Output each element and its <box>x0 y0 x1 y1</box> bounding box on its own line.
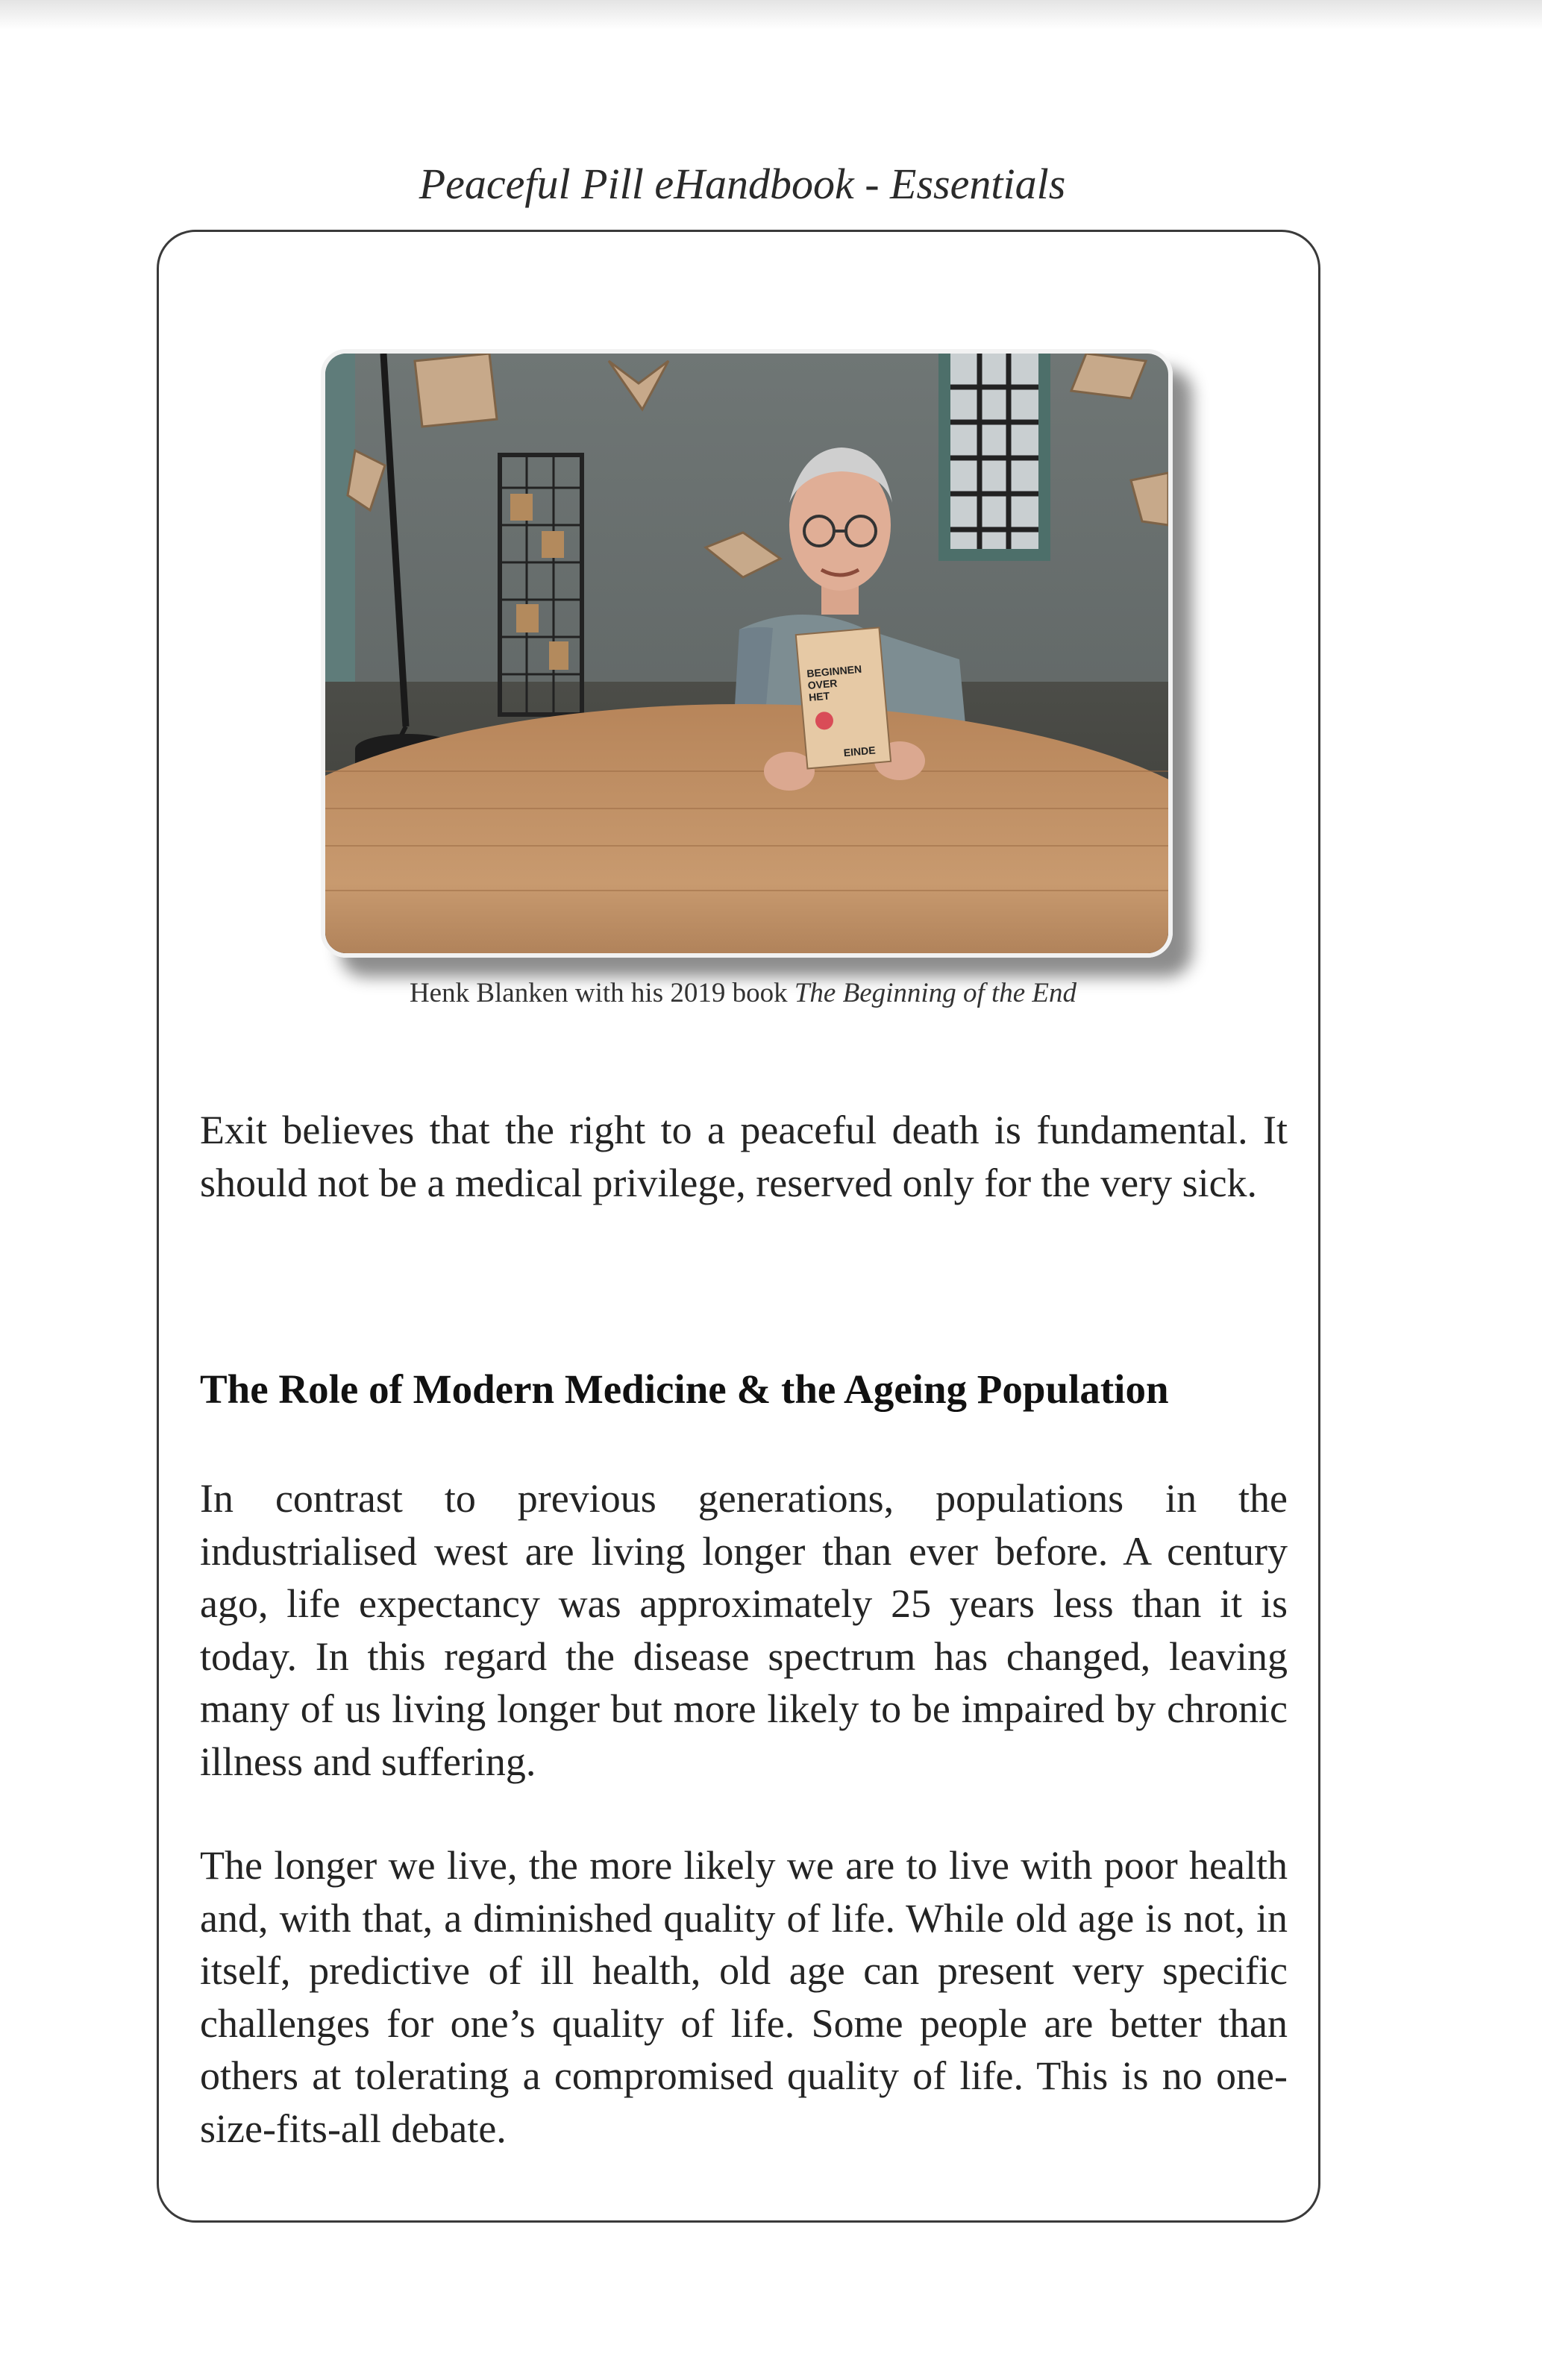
book-photo <box>321 349 1173 958</box>
book-cover-line: HET <box>808 689 830 703</box>
book-cover-line: OVER <box>807 676 839 692</box>
running-header: Peaceful Pill eHandbook - Essentials <box>419 160 1066 208</box>
caption-text: Henk Blanken with his 2019 book <box>409 978 794 1008</box>
section-paragraph-2: The longer we live, the more likely we are to live with poor health and, with that, a diminished quality of life. While old age is not, in itself, predictive of ill health, old age can present very specific challenges for one’s quality of life. Some people are better than others at tolerating a compromised quality of life. This is no one-size-fits-all debate. <box>200 1843 1288 2151</box>
caption-book-title: The Beginning of the End <box>794 978 1077 1008</box>
book-cover-line: EINDE <box>843 744 877 759</box>
viewer-top-edge <box>0 0 1542 30</box>
photo-caption <box>157 977 1329 1010</box>
section-paragraph-1: In contrast to previous generations, populations in the industrialised west are living longer than ever before. A century ago, life expectancy was approximately 25 years less than it is today. In this regard the disease spectrum has changed, leaving many of us living longer but more likely to be impaired by chronic illness and suffering. <box>200 1476 1288 1784</box>
section-heading: The Role of Modern Medicine & the Ageing Population <box>200 1366 1169 1412</box>
photo-illustration <box>325 354 1168 953</box>
book-cover-line: BEGINNEN <box>806 662 862 680</box>
intro-paragraph: Exit believes that the right to a peaceful death is fundamental. It should not be a medical privilege, reserved only for the very sick. <box>200 1108 1288 1205</box>
